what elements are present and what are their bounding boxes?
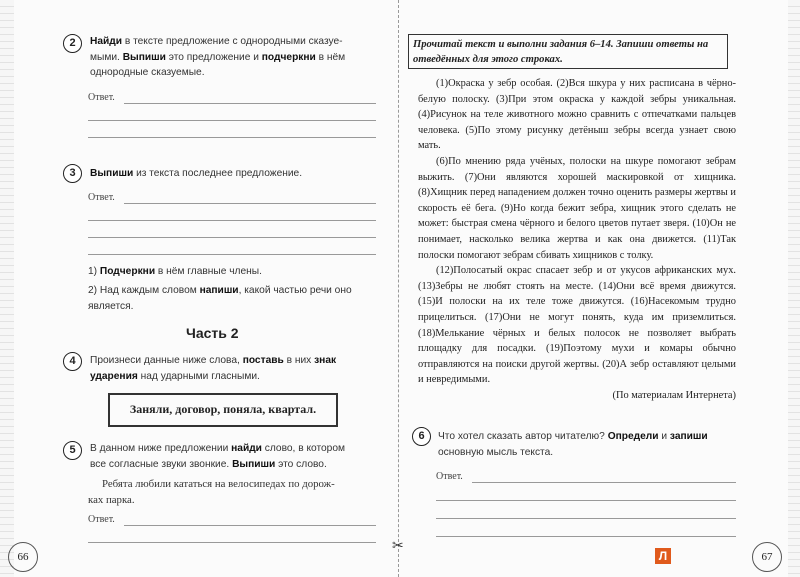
answer-line[interactable] — [436, 500, 736, 501]
task-number-5: 5 — [63, 441, 82, 460]
task6-line2: основную мысль текста. — [438, 446, 554, 458]
task5-answer-label: Ответ. — [88, 514, 115, 525]
task-number-2: 2 — [63, 34, 82, 53]
task4-stress: ударения — [90, 370, 138, 382]
task3-sub1-underline: Подчеркни — [99, 266, 156, 277]
part-heading: Часть 2 — [186, 325, 239, 341]
answer-line[interactable] — [88, 220, 376, 221]
task3-answer-label: Ответ. — [88, 192, 115, 203]
reading-text — [418, 76, 736, 403]
task3-text — [90, 166, 380, 182]
task5-line2c: это слово. — [275, 458, 327, 470]
task5-writeout: Выпиши — [232, 458, 276, 470]
task3-sub2 — [88, 283, 383, 314]
task2-line2a: мыми. — [90, 51, 123, 63]
answer-line[interactable] — [124, 103, 376, 104]
answer-line[interactable] — [88, 254, 376, 255]
task4-put: поставь — [242, 355, 284, 366]
task4-text — [90, 353, 382, 384]
task2-line3: однородные сказуемые. — [90, 67, 205, 78]
task6-answer-label: Ответ. — [436, 471, 463, 482]
task5-line1a: В данном ниже предложении — [90, 443, 232, 454]
task2-writeout: Выпиши — [122, 51, 166, 63]
task3-writeout: Выпиши — [90, 168, 134, 179]
task3-sub2-end: является. — [88, 300, 134, 312]
task5-sentence2: ках парка. — [88, 493, 135, 506]
paragraph: (6)По мнению ряда учёных, полоски на шкуре помогают зебрам выжить. (7)Они являются хорошей маскировкой от хищника. (8)Хищник перед нападением должен точно оценить размеры жертвы и скорость её бега. (9)Но когда бежит зебра, хищник этого сделать не может: быстрая смена чёрного и белого цветов путает зверя. (10)Он не понимает, насколько велика жертва и как она движется. (11)Так полоски помогают зебрам сбивать хищников с толку. — [418, 155, 736, 261]
answer-line[interactable] — [436, 518, 736, 519]
answer-line[interactable] — [472, 482, 736, 483]
task4-sign: знак — [314, 355, 337, 366]
task2-line2e: в нём — [315, 51, 346, 63]
task5-line1c: слово, в котором — [261, 443, 346, 454]
answer-line[interactable] — [88, 137, 376, 138]
task-number-3: 3 — [63, 164, 82, 183]
task4-line2b: над ударными гласными. — [137, 370, 260, 382]
answer-line[interactable] — [88, 542, 376, 543]
page-edge-right — [788, 0, 800, 577]
task3-sub1 — [88, 264, 383, 280]
task4-words-box: Заняли, договор, поняла, квартал. — [108, 393, 338, 427]
task5-find: найди — [231, 443, 262, 454]
task2-answer-label: Ответ. — [88, 92, 115, 103]
task-number-6: 6 — [412, 427, 431, 446]
page-edge-left — [0, 0, 14, 577]
task6-and: и — [658, 431, 670, 442]
task5-text — [90, 441, 382, 472]
answer-line[interactable] — [436, 536, 736, 537]
task2-underline: подчеркни — [261, 51, 316, 63]
answer-line[interactable] — [88, 237, 376, 238]
publisher-logo: Л — [655, 548, 671, 564]
reading-instruction: Прочитай текст и выполни задания 6–14. Запиши ответы на отведённых для этого строках. — [408, 34, 728, 69]
task3-sub1-num: 1) — [88, 266, 100, 277]
task-number-4: 4 — [63, 352, 82, 371]
task5-sentence — [88, 477, 388, 508]
paragraph: (12)Полосатый окрас спасает зебр и от укусов африканских мух. (13)Зебры не любят стоять на месте. (14)Они всё время движутся. (15)И полоски на их теле тоже движутся. (16)Насекомым трудно прицелиться. (17)Они не могут понять, куда им приземлиться. (18)Мелькание чёрных и белых полосок не позволяет выбрать площадку для посадки. (19)Поэтому мухи и комары обычно отправляются на поиски другой жертвы. (20)А зебр оставляют целыми и невредимыми. — [418, 265, 736, 386]
page-number-right: 67 — [752, 542, 782, 572]
task5-line2a: все согласные звуки звонкие. — [90, 458, 233, 470]
text-source: (По материалам Интернета) — [612, 389, 736, 401]
paragraph: (1)Окраска у зебр особая. (2)Вся шкура у них расписана в чёрно-белую полоску. (3)При этом окраска у каждой зебры уникальная. (4)Рисунок на теле животного можно сравнить с отпечатками пальцев человека. (5)По этому рисунку детёныш зебры всегда узнает свою мать. — [418, 78, 736, 152]
task2-line2c: это предложение и — [165, 51, 262, 63]
task6-determine: Определи — [607, 431, 659, 442]
task3-sub1-rest: в нём главные члены. — [155, 266, 262, 277]
task3-sub2-write: напиши — [199, 285, 239, 296]
answer-line[interactable] — [124, 525, 376, 526]
scissors-icon: ✂ — [392, 537, 404, 553]
task2-text — [90, 34, 380, 81]
task4-line1c: в них — [283, 355, 315, 366]
page-number-left: 66 — [8, 542, 38, 572]
task3-sub2-start: 2) Над каждым словом — [88, 285, 200, 296]
task5-sentence1: Ребята любили кататься на велосипедах по дорож- — [102, 478, 335, 490]
task6-line1a: Что хотел сказать автор читателю? — [438, 431, 608, 442]
task3-line1: из текста последнее предложение. — [133, 168, 303, 179]
task2-find: Найди — [90, 36, 123, 47]
answer-line[interactable] — [88, 120, 376, 121]
task6-write: запиши — [669, 431, 708, 442]
task4-line1a: Произнеси данные ниже слова, — [90, 355, 243, 366]
task2-line1: в тексте предложение с однородными сказуе- — [122, 36, 343, 47]
task6-text — [438, 429, 738, 460]
answer-line[interactable] — [124, 203, 376, 204]
task3-sub2-mid: , какой частью речи оно — [238, 285, 352, 296]
